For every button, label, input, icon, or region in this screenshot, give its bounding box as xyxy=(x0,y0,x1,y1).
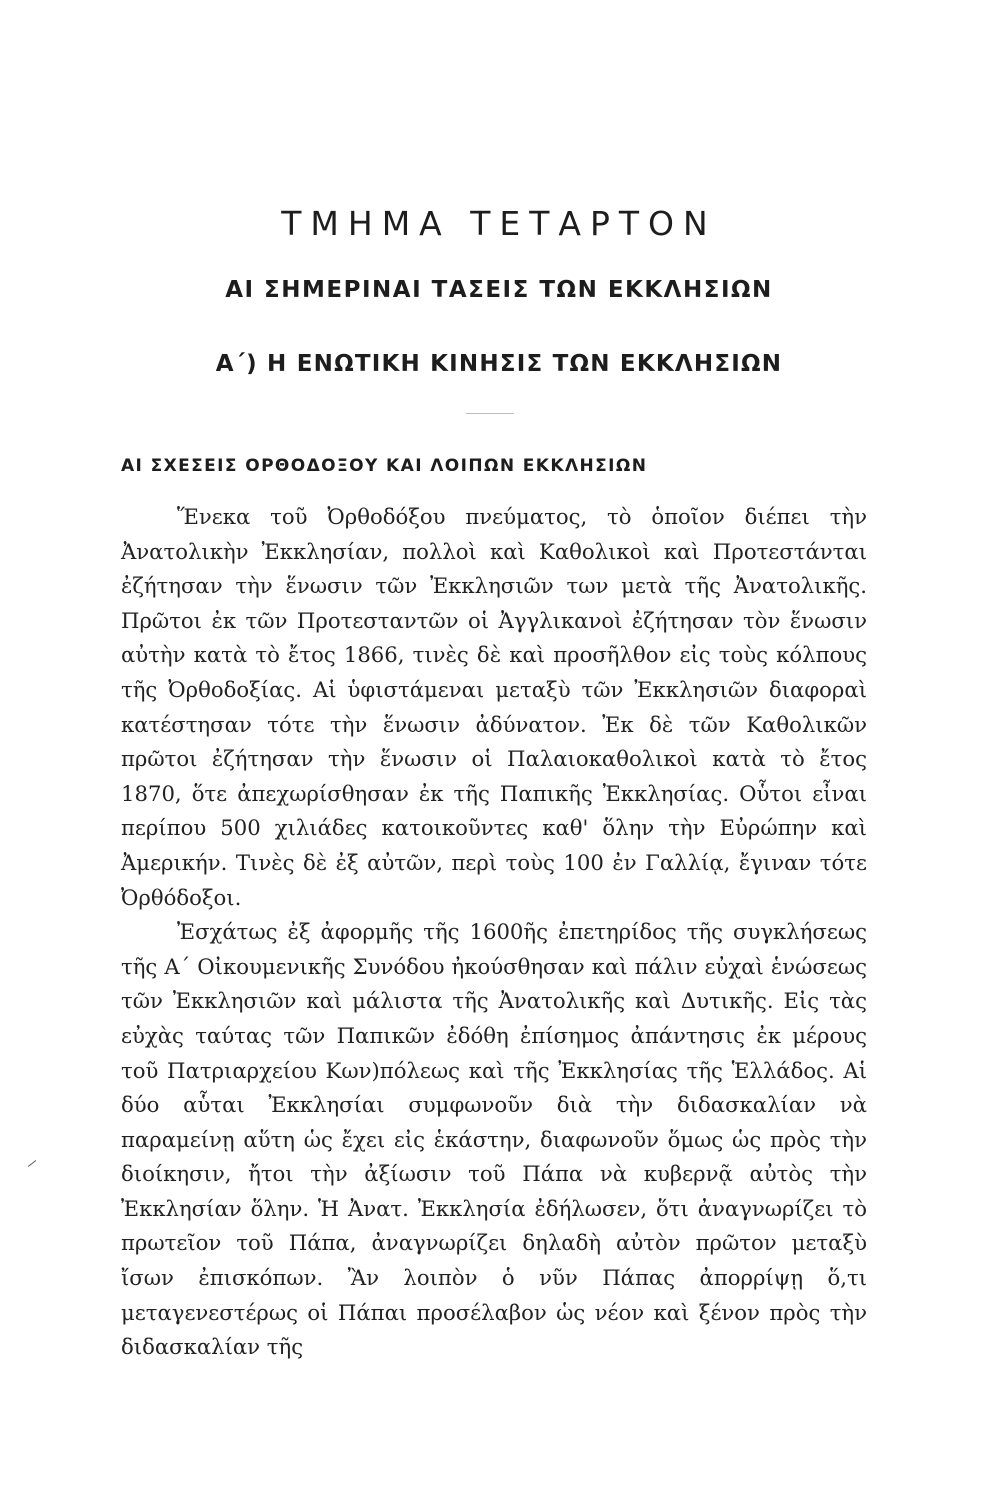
margin-mark xyxy=(28,1160,36,1167)
subsection-title: Α΄) Η ΕΝΩΤΙΚΗ ΚΙΝΗΣΙΣ ΤΩΝ ΕΚΚΛΗΣΙΩΝ xyxy=(215,351,783,377)
paragraph: Ἐσχάτως ἐξ ἀφορμῆς τῆς 1600ῆς ἐπετηρίδος τῆς συγκλήσεως τῆς Α΄ Οἰκουμενικῆς Συνόδου ἠκούσθησαν καὶ πάλιν εὐχαὶ ἑνώσεως τῶν Ἐκκλησιῶν καὶ μάλιστα τῆς Ἀνατολικῆς καὶ Δυτικῆς. Εἰς τὰς εὐχὰς ταύτας τῶν Παπικῶν ἐδόθη ἐπίσημος ἀπάντησις ἐκ μέρους τοῦ Πατριαρχείου Κων)πόλεως καὶ τῆς Ἐκκλησίας τῆς Ἑλλάδος. Αἱ δύο αὗται Ἐκκλησίαι συμφωνοῦν διὰ τὴν διδασκαλίαν νὰ παραμείνῃ αὕτη ὡς ἔχει εἰς ἑκάστην, διαφωνοῦν ὅμως ὡς πρὸς τὴν διοίκησιν, ἤτοι τὴν ἀξίωσιν τοῦ Πάπα νὰ κυβερνᾷ αὐτὸς τὴν Ἐκκλησίαν ὅλην. Ἡ Ἀνατ. Ἐκκλησία ἐδήλωσεν, ὅτι ἀναγνωρίζει τὸ πρωτεῖον τοῦ Πάπα, ἀναγνωρίζει δηλαδὴ αὐτὸν πρῶτον μεταξὺ ἴσων ἐπισκόπων. Ἂν λοιπὸν ὁ νῦν Πάπας ἀπορρίψῃ ὅ,τι μεταγενεστέρως οἱ Πάπαι προσέλαβον ὡς νέον καὶ ξένον πρὸς τὴν διδασκαλίαν τῆς xyxy=(121,919,867,1360)
chapter-heading: ΑΙ ΣΧΕΣΕΙΣ ΟΡΘΟΔΟΞΟΥ ΚΑΙ ΛΟΙΠΩΝ ΕΚΚΛΗΣΙΩΝ xyxy=(121,456,648,476)
body-text xyxy=(121,500,867,1365)
part-title: ΤΜΗΜΑ ΤΕΤΑΡΤΟΝ xyxy=(281,204,717,243)
section-title: ΑΙ ΣΗΜΕΡΙΝΑΙ ΤΑΣΕΙΣ ΤΩΝ ΕΚΚΛΗΣΙΩΝ xyxy=(225,277,773,303)
title-divider xyxy=(466,413,514,414)
paragraph: Ἕνεκα τοῦ Ὀρθοδόξου πνεύματος, τὸ ὁποῖον διέπει τὴν Ἀνατολικὴν Ἐκκλησίαν, πολλοὶ καὶ Καθολικοὶ καὶ Προτεστάνται ἐζήτησαν τὴν ἕνωσιν τῶν Ἐκκλησιῶν των μετὰ τῆς Ἀνατολικῆς. Πρῶτοι ἐκ τῶν Προτεσταντῶν οἱ Ἀγγλικανοὶ ἐζήτησαν τὸν ἕνωσιν αὐτὴν κατὰ τὸ ἔτος 1866, τινὲς δὲ καὶ προσῆλθον εἰς τοὺς κόλπους τῆς Ὀρθοδοξίας. Αἱ ὑφιστάμεναι μεταξὺ τῶν Ἐκκλησιῶν διαφοραὶ κατέστησαν τότε τὴν ἕνωσιν ἀδύνατον. Ἐκ δὲ τῶν Καθολικῶν πρῶτοι ἐζήτησαν τὴν ἕνωσιν οἱ Παλαιοκαθολικοὶ κατὰ τὸ ἔτος 1870, ὅτε ἀπεχωρίσθησαν ἐκ τῆς Παπικῆς Ἐκκλησίας. Οὗτοι εἶναι περίπου 500 χιλιάδες κατοικοῦντες καθ' ὅλην τὴν Εὐρώπην καὶ Ἀμερικήν. Τινὲς δὲ ἐξ αὐτῶν, περὶ τοὺς 100 ἐν Γαλλίᾳ, ἔγιναν τότε Ὀρθόδοξοι. xyxy=(121,504,867,910)
